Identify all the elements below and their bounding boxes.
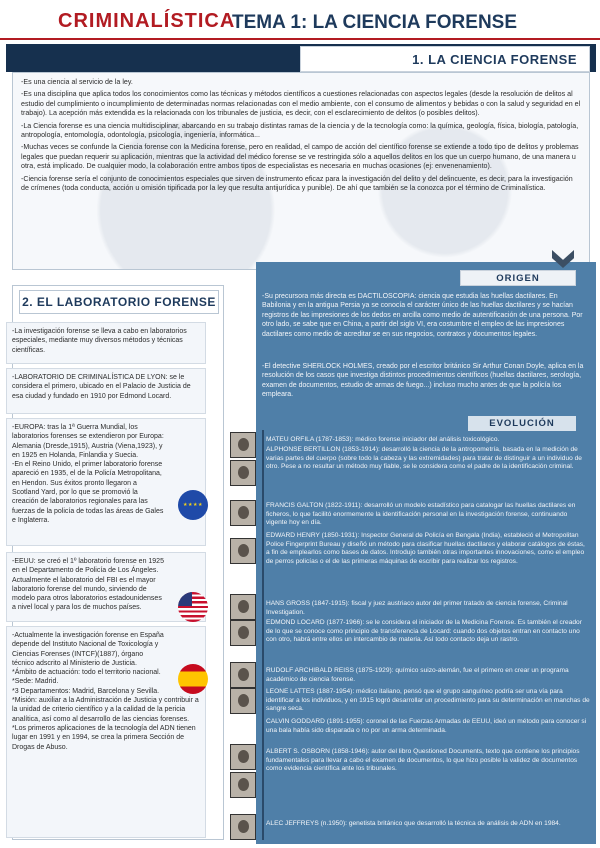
- paragraph-5: -Ciencia forense sería el conjunto de conocimientos especiales que sirven de instrumento eficaz para la investigación del delito y del delincuente, es decir, para la investigación de crímenes (toda conducta, acción u omisión tipificada por la ley que resulta antijurídica y punible). De ahí que también se la conozca por el término de Criminalística.: [21, 174, 573, 193]
- evolucion-title: EVOLUCIÓN: [468, 416, 576, 431]
- paragraph-3: -La Ciencia forense es una ciencia multidisciplinar, abarcando en su trabajo distintas ramas de la ciencia y de la tecnología como: la química, geología, física, biología, patología, antropología, entomología, odontología, psicología, ingeniería, informática...: [21, 121, 579, 140]
- portrait-galton: [230, 500, 256, 526]
- lab-eeuu: [6, 552, 206, 622]
- lab-sede: *Sede: Madrid.: [12, 678, 59, 686]
- lab-uk-text: -En el Reino Unido, el primer laboratorio forense apareció en 1935, el de la Policía Metropolitana, en Hendon. Sus éxitos pronto llegaron a Scotland Yard, por lo que se promovió la creación de laboratorios regionales para las fuerzas de la policía de todas las áreas de Gales e Inglaterra.: [12, 461, 164, 524]
- portrait-gross: [230, 594, 256, 620]
- evo-item: EDMOND LOCARD (1877-1966): se le considera el iniciador de la Medicina Forense. Es también el creador de lo que se conoce como principio de transferencia de Locard: cuando dos objetos entran en contacto uno con otro, habrá entre ellos un intercambio de materia. Así todo contacto deja un rastro.: [266, 619, 582, 644]
- lab-lyon-text: -LABORATORIO DE CRIMINALÍSTICA DE LYON: se le considera el primero, ubicado en el Palacio de Justicia de esa ciudad y fundado en 1910 por Edmond Locard.: [12, 374, 191, 400]
- portrait-jeffreys: [230, 814, 256, 840]
- paragraph-4: -Muchas veces se confunde la Ciencia forense con la Medicina forense, pero en realidad, el campo de acción del científico forense se extiende a todo tipo de delitos y problemas legales que puedan requerir su aplicación, mientras que la actividad del médico forense se ve restringida sólo a aquellos delitos en los que un cuerpo humano, de una manera u otra, está implicado. De cualquier modo, la colaboración entre ambos tipos de especialistas es necesaria en muchas ocasiones (ej: envenenamiento).: [21, 143, 579, 171]
- lab-espana: [6, 626, 206, 838]
- origen-paragraph-1: -Su precursora más directa es DACTILOSCOPIA: ciencia que estudia las huellas dactilares. En Babilonia y en la antigua Persia ya se conocía el carácter único de las huellas dactilares y se hacían registros de las impresiones de los dedos en arcilla como medio de autentificación de una persona. Por otro lado, se sabe que en China, a partir del siglo VI, era costumbre el empleo de las impresiones dactilares como medio de acreditar se en sus negocios, contratos y documentos legales.: [262, 293, 583, 338]
- section1-title: 1. LA CIENCIA FORENSE: [300, 46, 590, 72]
- portrait-henry: [230, 538, 256, 564]
- portrait-lattes: [230, 688, 256, 714]
- evo-item: ALEC JEFFREYS (n.1950): genetista británico que desarrolló la técnica de análisis de ADN en 1984.: [266, 820, 561, 827]
- portrait-goddard: [230, 744, 256, 770]
- origen-paragraph-2: -El detective SHERLOCK HOLMES, creado por el escritor británico Sir Arthur Conan Doyle, aplica en la resolución de los casos que investiga distintos procedimientos científicos (huellas dactilares, serología, examen de documentos, estudio de armas de fuego...) incluso mucho antes de que la policía los empleara.: [262, 363, 584, 399]
- portrait-locard: [230, 620, 256, 646]
- evo-item: RUDOLF ARCHIBALD REISS (1875-1929): químico suizo-alemán, fue el primero en crear un programa académico de ciencia forense.: [266, 667, 569, 683]
- evo-item: ALPHONSE BERTILLON (1853-1914): desarrolló la ciencia de la antropometría, basada en la medición de varias partes del cuerpo (sobre todo la cabeza y las extremidades) para tratar de distinguir a un individuo de otro. Pese a no resultar un método muy fiable, se le considera como el padre de la identificación criminal.: [266, 446, 582, 471]
- origen-title: ORIGEN: [460, 270, 576, 286]
- lab-intro: [6, 322, 206, 364]
- portrait-reiss: [230, 662, 256, 688]
- portrait-bertillon: [230, 460, 256, 486]
- lab-europa-text: -EUROPA: tras la 1ª Guerra Mundial, los laboratorios forenses se extendieron por Europa: Alemania (Dresde,1915), Austria (Viena,1923), y en 1925 en Holanda, Finlandia y Suecia.: [12, 424, 164, 459]
- background-illustration: [13, 73, 589, 269]
- usa-flag-icon: [178, 592, 208, 622]
- section2-title: 2. EL LABORATORIO FORENSE: [19, 290, 219, 314]
- lab-lyon: [6, 368, 206, 414]
- evo-item: ALBERT S. OSBORN (1858-1946): autor del libro Questioned Documents, texto que contiene los principios fundamentales para llevar a cabo el examen de documentos, lo que hizo posible la validez de documentos como evidencia científica ante los tribunales.: [266, 748, 580, 773]
- paragraph-1: -Es una ciencia al servicio de la ley.: [21, 78, 133, 86]
- page-header: [0, 0, 600, 46]
- lab-ambito: *Ámbito de actuación: todo el territorio nacional.: [12, 669, 161, 677]
- lab-mision: *Misión: auxiliar a la Administración de Justicia y contribuir a la unidad de criterio científico y a la calidad de la pericia analítica, así como al desarrollo de las ciencias forenses.: [12, 697, 199, 723]
- topic-title: TEMA 1: LA CIENCIA FORENSE: [232, 12, 518, 33]
- evo-item: LEONE LATTES (1887-1954): médico italiano, pensó que el grupo sanguíneo podría ser una vía para identificar a los individuos, y en 1915 logró desarrollar un procedimiento para su determinación en manchas de sangre seca.: [266, 688, 590, 713]
- evo-item: HANS GROSS (1847-1915): fiscal y juez austriaco autor del primer tratado de ciencia forense, Criminal Investigation.: [266, 600, 568, 616]
- lab-departamentos: *3 Departamentos: Madrid, Barcelona y Sevilla.: [12, 687, 160, 695]
- evo-item: FRANCIS GALTON (1822-1911): desarrolló un modelo estadístico para catalogar las huellas dactilares en ficheros, lo que facilitó enormemente la identificación personal en la investigación forense, continuando vigente hoy en día.: [266, 502, 576, 527]
- section-ciencia-forense: [12, 72, 590, 270]
- lab-adn: *Los primeros aplicaciones de la tecnología del ADN tienen lugar en 1991 y en 1994, se crea la primera Sección de Drogas de Abuso.: [12, 724, 196, 751]
- brand-title: CRIMINALÍSTICA: [58, 10, 236, 32]
- lab-intro-text: -La investigación forense se lleva a cabo en laboratorios especiales, mediante muy diversos métodos y técnicas científicas.: [12, 328, 187, 354]
- portrait-orfila: [230, 432, 256, 458]
- evo-item: MATEU ORFILA (1787-1853): médico forense iniciador del análisis toxicológico.: [266, 436, 500, 443]
- timeline-line: [262, 430, 264, 840]
- lab-eeuu-text: -EEUU: se creó el 1º laboratorio forense en 1925 en el Departamento de Policía de Los Ángeles. Actualmente el laboratorio del FBI es el mayor laboratorio forense del mundo, sirviendo de modelo para otros laboratorios estadounidenses a nivel local y para los de muchos países.: [12, 558, 164, 612]
- lab-espana-text: -Actualmente la investigación forense en España depende del Instituto Nacional de Toxicología y Ciencias Forenses (INTCF)(1887), órgano técnico adscrito al Ministerio de Justicia.: [12, 632, 164, 667]
- evo-item: EDWARD HENRY (1850-1931): Inspector General de Policía en Bengala (India), estableció el Metropolitan Police Fingerprint Bureau y diseñó un método para clasificar huellas dactilares y elaborar catálogos de éstas, a fin de emplearlos como bases de datos. Introdujo también otras importantes innovaciones, como el empleo de perros policías o el de las primeras máquinas de escribir para realizar los registros.: [266, 532, 585, 566]
- portrait-osborn: [230, 772, 256, 798]
- eu-flag-icon: ★★★★: [178, 490, 208, 520]
- evo-item: CALVIN GODDARD (1891-1955): coronel de las Fuerzas Armadas de EEUU, ideó un método para conocer si una bala había sido disparada o no por un arma determinada.: [266, 718, 587, 734]
- paragraph-2: -Es una disciplina que aplica todos los conocimientos como las técnicas y métodos científicos a cuestiones relacionadas con aspectos legales (desde la resolución de delitos al estudio del cumplimiento o incumplimiento de determinadas normas relacionadas con el medio ambiente, con el consumo de alimentos y bebidas o con la salud y seguridad en el trabajo). La acepción más extendida es la relacionada con los tribunales de justicia, es decir, con el esclarecimiento de delitos (o posibles delitos).: [21, 90, 581, 118]
- lab-europa: [6, 418, 206, 546]
- header-rule: [0, 38, 600, 40]
- spain-flag-icon: [178, 664, 208, 694]
